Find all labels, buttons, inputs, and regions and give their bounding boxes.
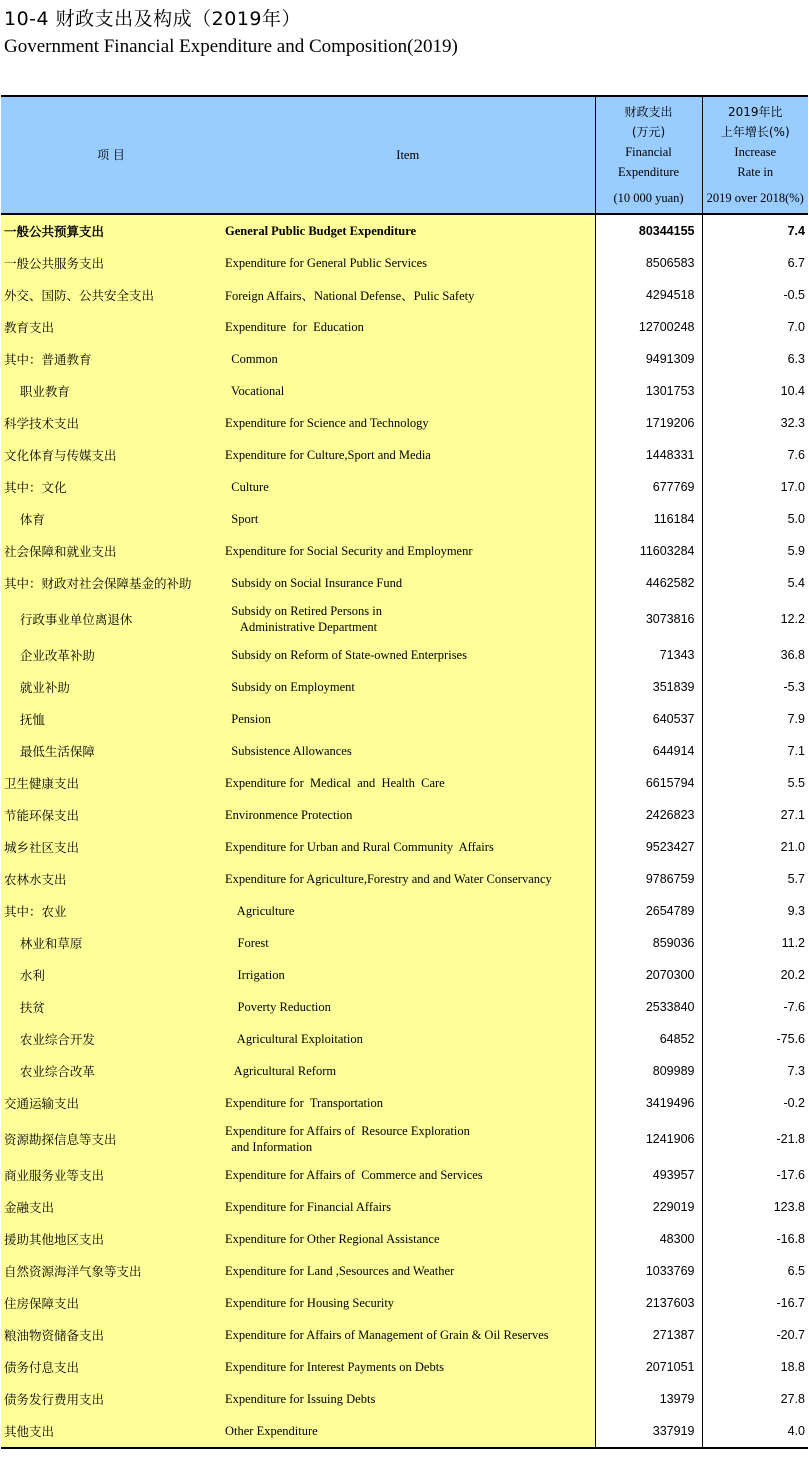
row-expenditure-value: 48300 [595, 1223, 702, 1255]
row-expenditure-value: 80344155 [595, 214, 702, 247]
row-expenditure-value: 12700248 [595, 311, 702, 343]
row-growth-rate: 20.2 [702, 959, 808, 991]
row-growth-rate: -5.3 [702, 671, 808, 703]
table-row [1, 927, 808, 959]
row-growth-rate: 32.3 [702, 407, 808, 439]
row-item-cn: 文化体育与传媒支出 [1, 439, 221, 471]
row-item-en: Subsidy on Employment [221, 671, 595, 703]
header-expenditure [595, 96, 702, 214]
row-growth-rate: 36.8 [702, 639, 808, 671]
row-growth-rate: -20.7 [702, 1319, 808, 1351]
row-item-cn: 水利 [1, 959, 221, 991]
row-growth-rate: 12.2 [702, 599, 808, 639]
row-item-cn: 债务发行费用支出 [1, 1383, 221, 1415]
row-growth-rate: -75.6 [702, 1023, 808, 1055]
table-row [1, 1087, 808, 1119]
row-item-cn: 职业教育 [1, 375, 221, 407]
row-growth-rate: -16.7 [702, 1287, 808, 1319]
row-item-en: Agricultural Exploitation [221, 1023, 595, 1055]
row-item-en-line2: Administrative Department [225, 620, 378, 634]
row-item-en: Environmence Protection [221, 799, 595, 831]
table-row [1, 535, 808, 567]
row-expenditure-value: 116184 [595, 503, 702, 535]
row-item-cn: 金融支出 [1, 1191, 221, 1223]
row-item-cn: 交通运输支出 [1, 1087, 221, 1119]
row-expenditure-value: 1719206 [595, 407, 702, 439]
row-expenditure-value: 271387 [595, 1319, 702, 1351]
row-growth-rate: 6.3 [702, 343, 808, 375]
row-growth-rate: 27.1 [702, 799, 808, 831]
row-expenditure-value: 1033769 [595, 1255, 702, 1287]
row-item-cn: 其中：财政对社会保障基金的补助 [1, 567, 221, 599]
row-expenditure-value: 9491309 [595, 343, 702, 375]
row-item-cn: 行政事业单位离退休 [1, 599, 221, 639]
table-row [1, 1023, 808, 1055]
row-item-cn: 农业综合开发 [1, 1023, 221, 1055]
row-growth-rate: 5.0 [702, 503, 808, 535]
table-row [1, 279, 808, 311]
row-growth-rate: 5.7 [702, 863, 808, 895]
row-expenditure-value: 8506583 [595, 247, 702, 279]
row-item-cn: 资源勘探信息等支出 [1, 1119, 221, 1159]
row-item-en: Expenditure for Agriculture,Forestry and and Water Conservancy [221, 863, 595, 895]
header-exp-unit: (10 000 yuan) [613, 191, 684, 205]
row-item-en: Expenditure for Science and Technology [221, 407, 595, 439]
row-item-en: Culture [221, 471, 595, 503]
table-row [1, 767, 808, 799]
row-item-en: Expenditure for Affairs of Commerce and Services [221, 1159, 595, 1191]
row-expenditure-value: 351839 [595, 671, 702, 703]
table-row [1, 1055, 808, 1087]
row-expenditure-value: 644914 [595, 735, 702, 767]
row-item-en: Other Expenditure [221, 1415, 595, 1448]
row-growth-rate: -0.2 [702, 1087, 808, 1119]
row-expenditure-value: 3073816 [595, 599, 702, 639]
table-row [1, 863, 808, 895]
row-expenditure-value: 2070300 [595, 959, 702, 991]
table-row [1, 895, 808, 927]
header-exp-en-2: Expenditure [617, 165, 680, 179]
row-item-cn: 其中：农业 [1, 895, 221, 927]
row-growth-rate: 5.4 [702, 567, 808, 599]
row-item-en: Expenditure for Issuing Debts [221, 1383, 595, 1415]
row-growth-rate: 18.8 [702, 1351, 808, 1383]
row-expenditure-value: 809989 [595, 1055, 702, 1087]
row-item-cn: 就业补助 [1, 671, 221, 703]
row-expenditure-value: 64852 [595, 1023, 702, 1055]
row-item-cn: 其中：文化 [1, 471, 221, 503]
row-expenditure-value: 9523427 [595, 831, 702, 863]
row-expenditure-value: 229019 [595, 1191, 702, 1223]
row-item-cn: 卫生健康支出 [1, 767, 221, 799]
row-expenditure-value: 6615794 [595, 767, 702, 799]
row-item-cn: 最低生活保障 [1, 735, 221, 767]
row-item-cn: 外交、国防、公共安全支出 [1, 279, 221, 311]
table-row [1, 1351, 808, 1383]
row-item-en: Expenditure for Interest Payments on Debts [221, 1351, 595, 1383]
row-growth-rate: -21.8 [702, 1119, 808, 1159]
row-item-en: Pension [221, 703, 595, 735]
row-item-en: Foreign Affairs、National Defense、Pulic Safety [221, 279, 595, 311]
header-item-cn: 项 目 [1, 96, 221, 214]
row-growth-rate: -0.5 [702, 279, 808, 311]
row-growth-rate: 17.0 [702, 471, 808, 503]
table-row [1, 1119, 808, 1159]
row-item-cn: 住房保障支出 [1, 1287, 221, 1319]
row-item-cn: 城乡社区支出 [1, 831, 221, 863]
row-item-en: Irrigation [221, 959, 595, 991]
row-item-en-line1: Expenditure for Affairs of Resource Exploration [225, 1124, 470, 1138]
table-row [1, 799, 808, 831]
header-exp-cn-1: 财政支出 [624, 105, 673, 119]
row-item-cn: 农林水支出 [1, 863, 221, 895]
table-row [1, 503, 808, 535]
row-expenditure-value: 4294518 [595, 279, 702, 311]
row-expenditure-value: 3419496 [595, 1087, 702, 1119]
row-item-en: Subsidy on Reform of State-owned Enterprises [221, 639, 595, 671]
row-item-en-line1: Subsidy on Retired Persons in [225, 604, 382, 618]
row-expenditure-value: 71343 [595, 639, 702, 671]
row-growth-rate: 7.1 [702, 735, 808, 767]
table-row [1, 343, 808, 375]
row-growth-rate: 6.5 [702, 1255, 808, 1287]
row-item-en: Expenditure for Culture,Sport and Media [221, 439, 595, 471]
row-item-cn: 粮油物资储备支出 [1, 1319, 221, 1351]
row-item-en: Expenditure for Financial Affairs [221, 1191, 595, 1223]
row-item-en: Sport [221, 503, 595, 535]
row-growth-rate: 21.0 [702, 831, 808, 863]
table-row [1, 671, 808, 703]
row-growth-rate: 7.4 [702, 214, 808, 247]
table-row [1, 599, 808, 639]
header-rate [702, 96, 808, 214]
table-row [1, 831, 808, 863]
row-item-cn: 其他支出 [1, 1415, 221, 1448]
row-item-en [221, 599, 595, 639]
row-item-cn: 体育 [1, 503, 221, 535]
row-growth-rate: 27.8 [702, 1383, 808, 1415]
table-row [1, 471, 808, 503]
row-expenditure-value: 337919 [595, 1415, 702, 1448]
table-title-en: Government Financial Expenditure and Composition(2019) [4, 36, 458, 57]
header-rate-en-2: Rate in [737, 165, 774, 179]
row-item-en: Expenditure for Affairs of Management of Grain & Oil Reserves [221, 1319, 595, 1351]
row-item-en: Subsidy on Social Insurance Fund [221, 567, 595, 599]
row-item-en: Expenditure for Medical and Health Care [221, 767, 595, 799]
row-item-en: Expenditure for Social Security and Employmenr [221, 535, 595, 567]
row-item-cn: 抚恤 [1, 703, 221, 735]
row-growth-rate: 123.8 [702, 1191, 808, 1223]
table-row [1, 439, 808, 471]
row-expenditure-value: 859036 [595, 927, 702, 959]
row-expenditure-value: 2654789 [595, 895, 702, 927]
row-item-cn: 农业综合改革 [1, 1055, 221, 1087]
table-row [1, 247, 808, 279]
row-item-en: Poverty Reduction [221, 991, 595, 1023]
row-growth-rate: 10.4 [702, 375, 808, 407]
row-item-en: Expenditure for Land ,Sesources and Weather [221, 1255, 595, 1287]
table-row [1, 1255, 808, 1287]
row-item-cn: 教育支出 [1, 311, 221, 343]
row-expenditure-value: 13979 [595, 1383, 702, 1415]
row-item-en-line2: and Information [225, 1140, 313, 1154]
row-item-cn: 节能环保支出 [1, 799, 221, 831]
table-row [1, 567, 808, 599]
row-item-en: Expenditure for Housing Security [221, 1287, 595, 1319]
row-expenditure-value: 1301753 [595, 375, 702, 407]
row-growth-rate: 5.5 [702, 767, 808, 799]
row-expenditure-value: 9786759 [595, 863, 702, 895]
row-item-en: Expenditure for Education [221, 311, 595, 343]
row-expenditure-value: 2137603 [595, 1287, 702, 1319]
table-row [1, 311, 808, 343]
table-row [1, 1319, 808, 1351]
table-row [1, 1191, 808, 1223]
header-item-en: Item [221, 96, 595, 214]
row-expenditure-value: 1241906 [595, 1119, 702, 1159]
row-expenditure-value: 1448331 [595, 439, 702, 471]
row-item-cn: 援助其他地区支出 [1, 1223, 221, 1255]
row-growth-rate: 5.9 [702, 535, 808, 567]
table-row [1, 1159, 808, 1191]
row-growth-rate: 7.0 [702, 311, 808, 343]
row-growth-rate: 7.9 [702, 703, 808, 735]
row-growth-rate: 11.2 [702, 927, 808, 959]
row-item-en: Forest [221, 927, 595, 959]
expenditure-table [1, 95, 808, 1449]
row-expenditure-value: 2426823 [595, 799, 702, 831]
table-title-cn: 10-4 财政支出及构成（2019年） [4, 8, 302, 30]
table-row [1, 1287, 808, 1319]
table-body [1, 214, 808, 1448]
row-item-cn: 商业服务业等支出 [1, 1159, 221, 1191]
row-expenditure-value: 677769 [595, 471, 702, 503]
table-row [1, 1415, 808, 1448]
table-row [1, 1223, 808, 1255]
row-item-cn: 其中：普通教育 [1, 343, 221, 375]
row-growth-rate: 7.3 [702, 1055, 808, 1087]
row-item-en: Expenditure for Urban and Rural Community Affairs [221, 831, 595, 863]
row-growth-rate: -16.8 [702, 1223, 808, 1255]
row-item-cn: 债务付息支出 [1, 1351, 221, 1383]
header-rate-cn-1: 2019年比 [727, 105, 783, 119]
row-expenditure-value: 2533840 [595, 991, 702, 1023]
row-item-cn: 林业和草原 [1, 927, 221, 959]
table-header-row [1, 96, 808, 214]
row-item-en: Subsistence Allowances [221, 735, 595, 767]
table-row [1, 1383, 808, 1415]
header-rate-cn-2: 上年增长(%) [720, 125, 790, 139]
table-row [1, 959, 808, 991]
row-expenditure-value: 493957 [595, 1159, 702, 1191]
row-growth-rate: 7.6 [702, 439, 808, 471]
row-item-en: Agriculture [221, 895, 595, 927]
header-exp-cn-2: (万元) [631, 125, 666, 139]
row-item-cn: 一般公共服务支出 [1, 247, 221, 279]
row-growth-rate: 6.7 [702, 247, 808, 279]
header-rate-en-1: Increase [734, 145, 777, 159]
row-item-cn: 社会保障和就业支出 [1, 535, 221, 567]
row-item-en: General Public Budget Expenditure [221, 214, 595, 247]
header-rate-unit: 2019 over 2018(%) [706, 191, 804, 205]
row-item-cn: 企业改革补助 [1, 639, 221, 671]
row-item-cn: 科学技术支出 [1, 407, 221, 439]
table-row [1, 375, 808, 407]
table-row [1, 703, 808, 735]
row-growth-rate: -7.6 [702, 991, 808, 1023]
row-item-cn: 一般公共预算支出 [1, 214, 221, 247]
table-row [1, 407, 808, 439]
row-expenditure-value: 4462582 [595, 567, 702, 599]
header-exp-en-1: Financial [625, 145, 672, 159]
row-item-en: Expenditure for Other Regional Assistance [221, 1223, 595, 1255]
row-item-en: Vocational [221, 375, 595, 407]
row-growth-rate: 9.3 [702, 895, 808, 927]
row-item-en: Common [221, 343, 595, 375]
row-item-cn: 扶贫 [1, 991, 221, 1023]
row-item-en [221, 1119, 595, 1159]
table-row [1, 735, 808, 767]
table-row [1, 639, 808, 671]
row-expenditure-value: 640537 [595, 703, 702, 735]
row-growth-rate: -17.6 [702, 1159, 808, 1191]
table-row [1, 214, 808, 247]
row-growth-rate: 4.0 [702, 1415, 808, 1448]
row-expenditure-value: 11603284 [595, 535, 702, 567]
row-expenditure-value: 2071051 [595, 1351, 702, 1383]
row-item-en: Expenditure for Transportation [221, 1087, 595, 1119]
row-item-cn: 自然资源海洋气象等支出 [1, 1255, 221, 1287]
row-item-en: Agricultural Reform [221, 1055, 595, 1087]
row-item-en: Expenditure for General Public Services [221, 247, 595, 279]
table-row [1, 991, 808, 1023]
